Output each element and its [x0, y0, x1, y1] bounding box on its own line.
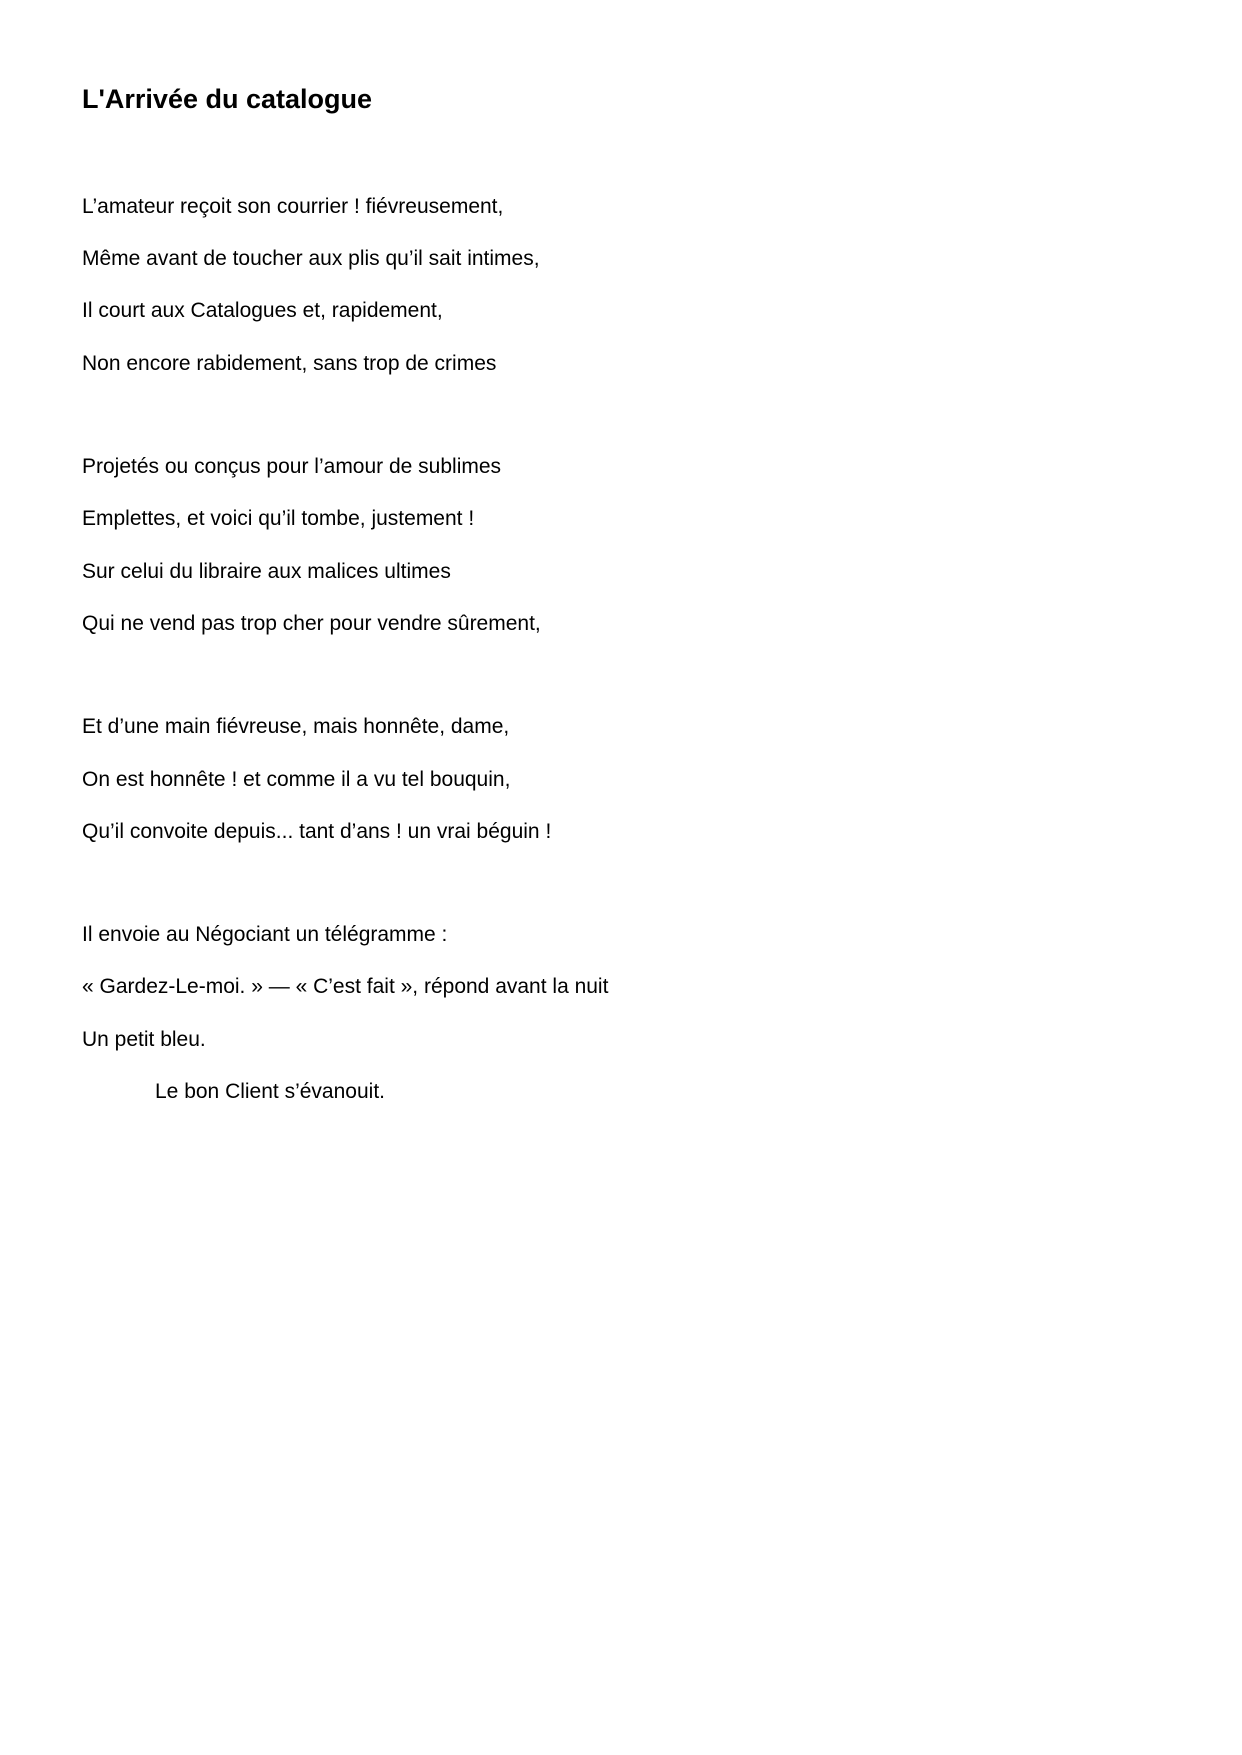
poem-line: L’amateur reçoit son courrier ! fiévreusement,	[82, 195, 504, 218]
poem-line: Le bon Client s’évanouit.	[155, 1080, 385, 1103]
poem-line: Même avant de toucher aux plis qu’il sait intimes,	[82, 247, 540, 270]
poem-line: Il envoie au Négociant un télégramme :	[82, 923, 448, 946]
poem-line: On est honnête ! et comme il a vu tel bouquin,	[82, 768, 511, 791]
poem-line: Qu’il convoite depuis... tant d’ans ! un vrai béguin !	[82, 820, 552, 843]
poem-line: Projetés ou conçus pour l’amour de sublimes	[82, 455, 502, 478]
poem-line: Qui ne vend pas trop cher pour vendre sûrement,	[82, 612, 541, 635]
poem-line: « Gardez-Le-moi. » — « C’est fait », répond avant la nuit	[82, 975, 609, 998]
poem-line: Et d’une main fiévreuse, mais honnête, dame,	[82, 715, 510, 738]
poem-line: Sur celui du libraire aux malices ultimes	[82, 560, 451, 583]
poem-line: Emplettes, et voici qu’il tombe, justement !	[82, 507, 475, 530]
poem-line: Il court aux Catalogues et, rapidement,	[82, 299, 443, 322]
poem-line: Un petit bleu.	[82, 1028, 206, 1051]
poem-line: Non encore rabidement, sans trop de crimes	[82, 352, 497, 375]
poem-title: L'Arrivée du catalogue	[82, 84, 372, 114]
